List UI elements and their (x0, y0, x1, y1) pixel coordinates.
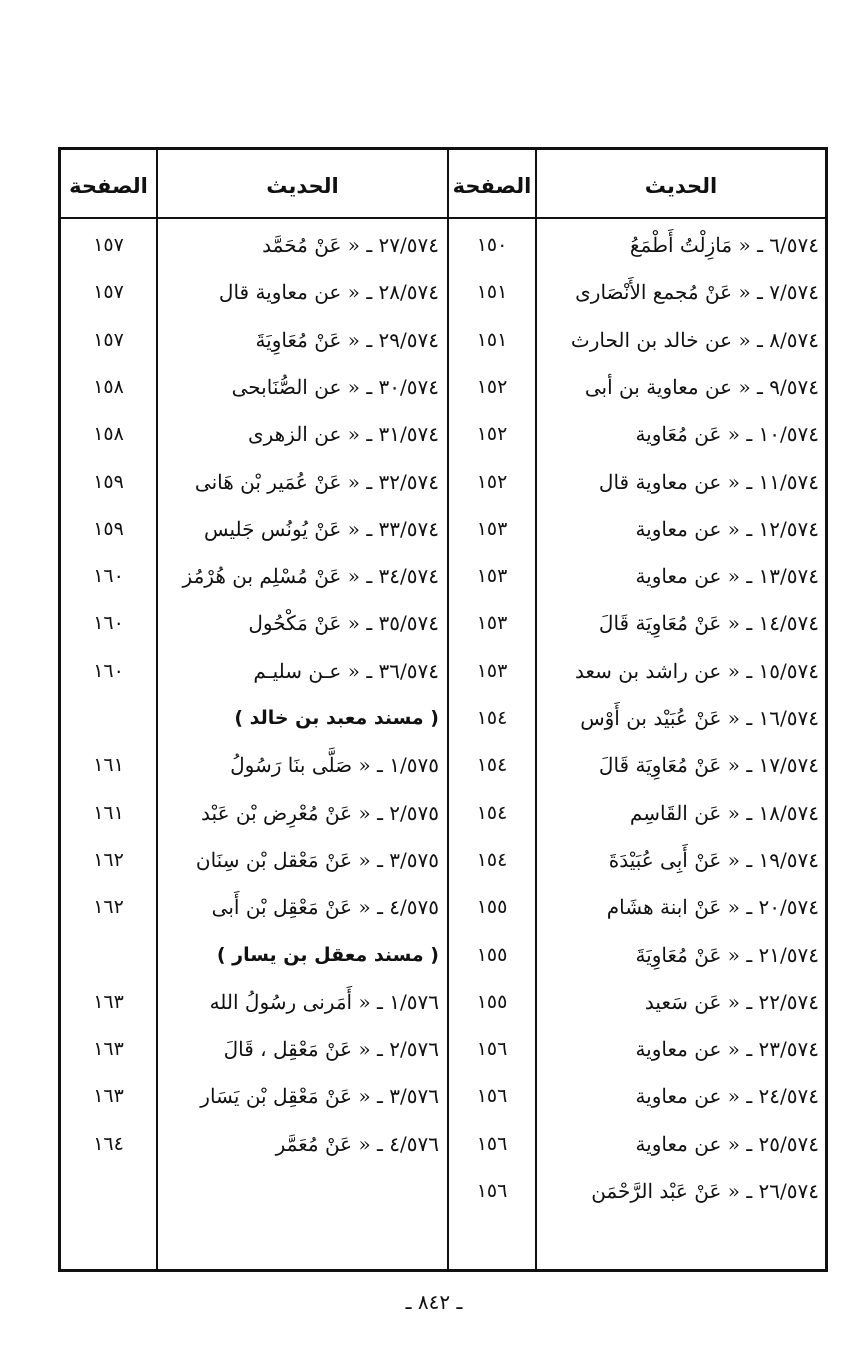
hadith-entry: ٣٠/٥٧٤ ـ « عن الصُّنَابحى (231, 374, 439, 399)
page-number-cell: ١٥٤ (476, 707, 508, 729)
hadith-entry: ٢٥/٥٧٤ ـ « عن معاوية (635, 1131, 819, 1156)
hadith-entry: ٤/٥٧٦ ـ « عَنْ مُعَمَّر (275, 1131, 439, 1156)
hadith-entry: ( مسند معبد بن خالد ) (234, 707, 439, 729)
hadith-entry: ٢٨/٥٧٤ ـ « عن معاوية قال (218, 280, 439, 305)
page-number-cell: ١٥٨ (93, 423, 124, 446)
hadith-entry: ١٧/٥٧٤ ـ « عَنْ مُعَاوِيَة قَالَ (598, 753, 819, 778)
page-number-cell: ١٥٧ (93, 281, 124, 304)
page-number: ـ ٨٤٢ ـ (405, 1290, 463, 1314)
header-page-right: الصفحة (452, 174, 532, 198)
page-number-cell: ١٦٠ (93, 612, 124, 635)
column-divider (156, 150, 158, 1269)
hadith-entry: ٢٢/٥٧٤ ـ « عَن سَعيد (644, 989, 819, 1014)
page-number-cell: ١٥٣ (476, 659, 508, 682)
hadith-entry: ١/٥٧٥ ـ « صَلَّى بنَا رَسُولُ (230, 753, 439, 778)
page-number-cell: ١٥٢ (476, 470, 508, 493)
hadith-entry: ٢/٥٧٥ ـ « عَنْ مُعْرِض بْن عَبْد (201, 800, 439, 825)
header-divider (61, 217, 825, 219)
page-number-cell: ١٥٤ (476, 754, 508, 777)
hadith-entry: ٩/٥٧٤ ـ « عن معاوية بن أبى (584, 374, 819, 399)
hadith-entry: ٣٦/٥٧٤ ـ « عـن سليـم (253, 658, 439, 683)
page-number-cell: ١٥٦ (476, 1180, 508, 1202)
hadith-entry: ١٢/٥٧٤ ـ « عن معاوية (635, 516, 819, 541)
hadith-entry: ٢٧/٥٧٤ ـ « عَنْ مُحَمَّد (262, 233, 439, 257)
hadith-entry: ١٤/٥٧٤ ـ « عَنْ مُعَاوِيَة قَالَ (598, 611, 819, 636)
page-number-cell: ١٥٤ (476, 801, 508, 824)
page-number-cell: ١٦٢ (93, 896, 124, 919)
hadith-entry: ٣/٥٧٦ ـ « عَنْ مَعْقِل بْن يَسَار (200, 1084, 439, 1109)
hadith-entry: ١/٥٧٦ ـ « أَمَرنى رسُولُ الله (209, 989, 439, 1014)
page-number-cell: ١٥٨ (93, 375, 124, 398)
page-number-cell: ١٥٣ (476, 612, 508, 635)
page-number-cell: ١٥١ (476, 281, 508, 304)
hadith-entry: ٤/٥٧٥ ـ « عَنْ مَعْقِل بْن أَبى (211, 895, 439, 920)
page-number-cell: ١٦٣ (93, 1038, 124, 1061)
page-number-cell: ١٥٥ (476, 990, 508, 1013)
hadith-entry: ٦/٥٧٤ ـ « مَازِلْتُ أَطْمَعُ (629, 233, 819, 257)
page-number-cell: ١٥٦ (476, 1038, 508, 1061)
hadith-entry: ٢٦/٥٧٤ ـ « عَنْ عَبْد الرَّحْمَن (591, 1179, 819, 1203)
header-hadith-left: الحديث (266, 174, 339, 198)
hadith-entry: ٧/٥٧٤ ـ « عَنْ مُجمع الأَنْصَارى (575, 280, 819, 305)
hadith-entry: ٨/٥٧٤ ـ « عن خالد بن الحارث (570, 327, 819, 352)
page-number-cell: ١٥٥ (476, 943, 508, 966)
header-page-left: الصفحة (69, 174, 148, 198)
page-number-cell: ١٥٦ (476, 1132, 508, 1155)
hadith-entry: ١٣/٥٧٤ ـ « عن معاوية (635, 564, 819, 589)
page-number-cell: ١٦٣ (93, 990, 124, 1013)
page-number-cell: ١٦٠ (93, 565, 124, 588)
page-number-cell: ١٥٩ (93, 470, 124, 493)
page-number-cell: ١٥٧ (93, 328, 124, 351)
page-number-cell: ١٦٠ (93, 659, 124, 682)
column-divider (535, 150, 537, 1269)
page-number-cell: ١٥٤ (476, 848, 508, 871)
index-table (58, 147, 828, 1272)
hadith-entry: ٣٣/٥٧٤ ـ « عَنْ يُونُس جَليس (204, 516, 439, 541)
hadith-entry: ( مسند معقل بن يسار ) (216, 943, 439, 966)
hadith-entry: ٢/٥٧٦ ـ « عَنْ مَعْقِل ، قَالَ (223, 1037, 439, 1062)
page-number-cell: ١٥٣ (476, 565, 508, 588)
page-number-cell (61, 698, 156, 738)
hadith-entry: ١٩/٥٧٤ ـ « عَنْ أَبِى عُبَيْدَةَ (608, 847, 819, 872)
header-hadith-right: الحديث (644, 174, 718, 198)
hadith-entry: ٢٠/٥٧٤ ـ « عَنْ ابنة هشَام (606, 895, 819, 920)
hadith-entry: ٣٥/٥٧٤ ـ « عَنْ مَكْحُول (248, 611, 439, 636)
page-number-cell: ١٥٧ (93, 234, 124, 256)
hadith-entry: ٢٤/٥٧٤ ـ « عن معاوية (635, 1084, 819, 1109)
page-number-cell: ١٦٢ (93, 848, 124, 871)
hadith-entry: ٢١/٥٧٤ ـ « عَنْ مُعَاوِيَةَ (635, 942, 819, 967)
page-number-cell: ١٥٩ (93, 517, 124, 540)
page-number-cell: ١٦٤ (93, 1132, 124, 1155)
hadith-entry: ٣٢/٥٧٤ ـ « عَنْ عُمَير بْن هَانى (194, 469, 439, 494)
page-number-cell: ١٥٦ (476, 1085, 508, 1108)
page-number-cell: ١٦١ (93, 754, 124, 777)
hadith-entry: ١٨/٥٧٤ ـ « عَن القَاسِم (629, 800, 819, 825)
hadith-entry: ١٦/٥٧٤ ـ « عَنْ عُبَيْد بن أَوْس (580, 706, 819, 730)
hadith-entry: ٣/٥٧٥ ـ « عَنْ مَعْقل بْن سِنَان (195, 847, 439, 872)
hadith-entry: ٢٣/٥٧٤ ـ « عن معاوية (635, 1037, 819, 1062)
page-number-cell: ١٥٢ (476, 375, 508, 398)
page-number-cell: ١٥٢ (476, 423, 508, 446)
page-number-cell (61, 935, 156, 975)
page-number-cell: ١٥١ (476, 328, 508, 351)
page-number-cell: ١٥٠ (476, 234, 508, 256)
hadith-entry: ١٠/٥٧٤ ـ « عَن مُعَاوية (635, 422, 819, 447)
hadith-entry: ٣١/٥٧٤ ـ « عن الزهرى (247, 422, 439, 447)
page-number-cell: ١٦١ (93, 801, 124, 824)
page-number-cell: ١٥٣ (476, 517, 508, 540)
page-number-cell: ١٥٥ (476, 896, 508, 919)
page-number-cell: ١٦٣ (93, 1085, 124, 1108)
hadith-entry: ١٥/٥٧٤ ـ « عن راشد بن سعد (574, 658, 819, 683)
hadith-entry: ١١/٥٧٤ ـ « عن معاوية قال (598, 469, 819, 494)
hadith-entry: ٢٩/٥٧٤ ـ « عَنْ مُعَاوِيَةَ (255, 327, 439, 352)
hadith-entry: ٣٤/٥٧٤ ـ « عَنْ مُسْلِم بن هُرْمُز (182, 564, 439, 589)
